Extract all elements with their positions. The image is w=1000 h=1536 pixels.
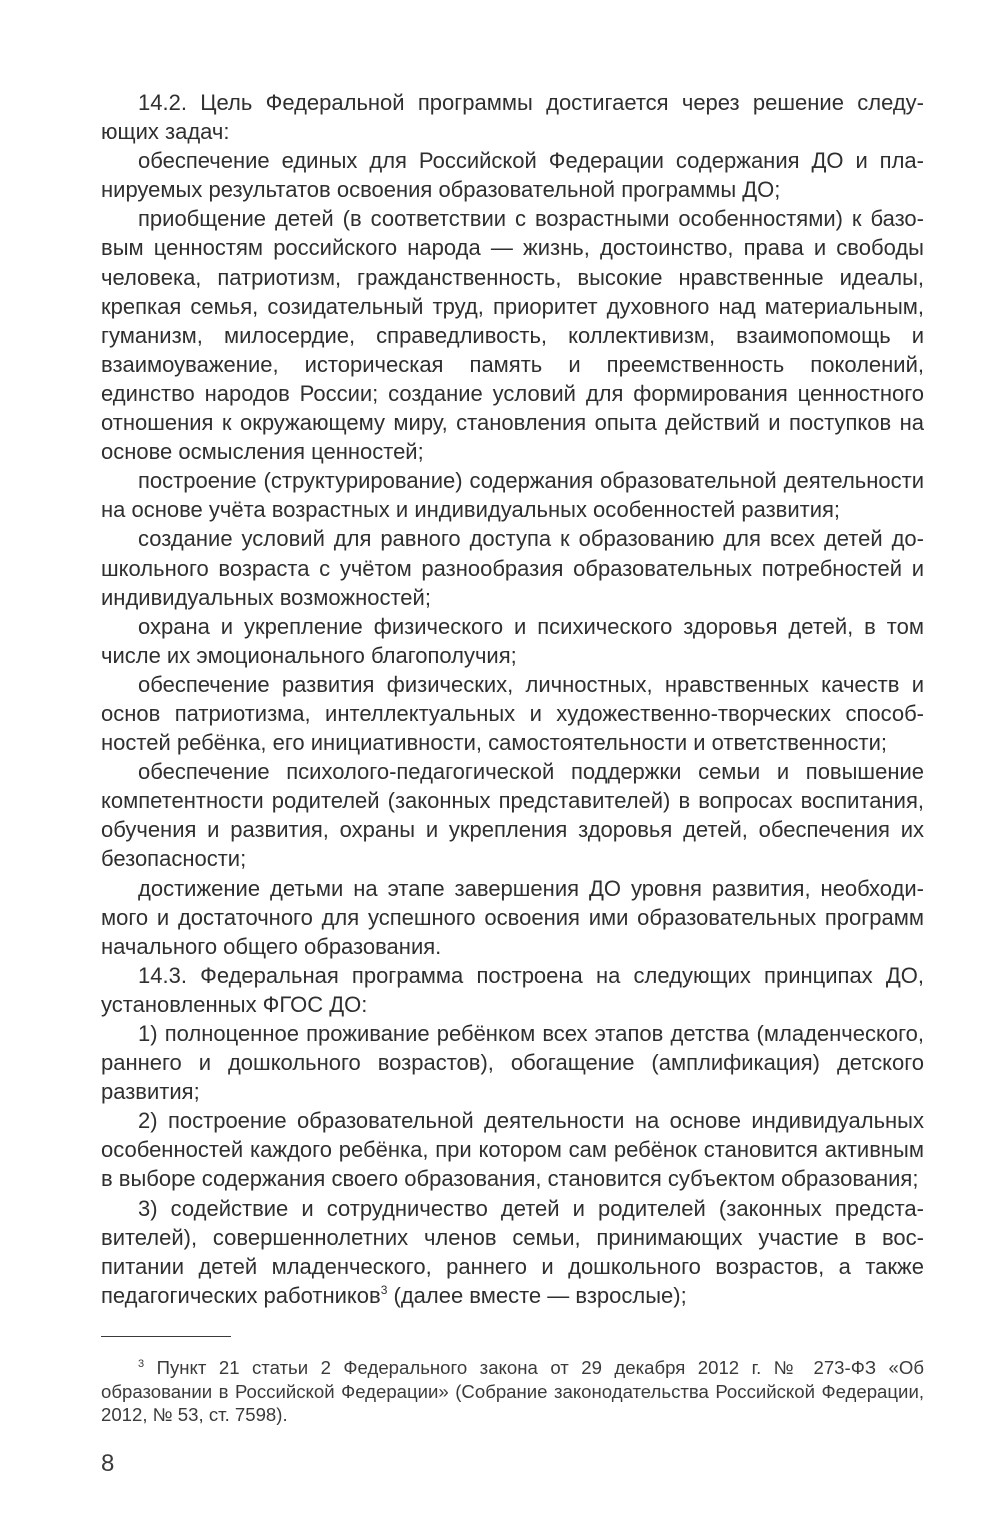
- footnote-reference: 3: [380, 1282, 388, 1297]
- paragraph-14-3: 14.3. Федеральная программа построена на следующих принципах ДО, установленных ФГОС ДО:: [101, 962, 924, 1017]
- page-body: [101, 88, 924, 1310]
- principle-item: 2) построение образовательной деятельности на основе индивидуальных особенностей каждого ребёнка, при котором сам ребёнок становится активным в выборе содержания своего образования, становится субъектом образования;: [101, 1108, 924, 1192]
- task-item: достижение детьми на этапе завершения ДО уровня развития, необходимого и достаточного для успешного освоения ими образовательных программ начального общего образования.: [101, 875, 924, 959]
- task-item: обеспечение психолого-педагогической поддержки семьи и повышение компетентности родителей (законных представителей) в вопросах воспитания, обучения и развития, охраны и укрепления здоровья детей, обеспечения их безопасности;: [101, 759, 924, 872]
- task-item: обеспечение развития физических, личностных, нравственных качеств и основ патриотизма, интеллектуальных и художественно-творческих способностей ребёнка, его инициативности, самостоятельности и ответственности;: [101, 671, 924, 756]
- principle-text-end: (далее вместе — взрослые);: [387, 1282, 687, 1308]
- footnote-text: Пункт 21 статьи 2 Федерального закона от 29 декабря 2012 г. № 273-ФЗ «Об образовании в Российской Федерации» (Собрание законодательства Российской Федерации, 2012, № 53, ст. 7598).: [101, 1357, 924, 1425]
- footnote-marker: 3: [138, 1358, 145, 1370]
- paragraph-14-2: 14.2. Цель Федеральной программы достигается через решение следующих задач:: [101, 90, 924, 145]
- principle-item: [101, 1194, 924, 1310]
- task-item: создание условий для равного доступа к образованию для всех детей дошкольного возраста с учётом разнообразия образовательных потребностей и индивидуальных возможностей;: [101, 526, 924, 610]
- footnote: [101, 1356, 924, 1427]
- principle-item: 1) полноценное проживание ребёнком всех этапов детства (младенческого, раннего и дошкольного возрастов), обогащение (амплификация) детского развития;: [101, 1021, 924, 1105]
- task-item: построение (структурирование) содержания образовательной деятельности на основе учёта возрастных и индивидуальных особенностей развития;: [101, 468, 924, 523]
- footnote-divider: [101, 1336, 231, 1337]
- task-item: охрана и укрепление физического и психического здоровья детей, в том числе их эмоционального благополучия;: [101, 613, 924, 668]
- principle-text: 3) содействие и сотрудничество детей и родителей (законных представителей), совершеннолетних членов семьи, принимающих участие в воспитании детей младенческого, раннего и дошкольного возрастов, а также педагогических работников: [101, 1195, 924, 1308]
- task-item: приобщение детей (в соответствии с возрастными особенностями) к базовым ценностям российского народа — жизнь, достоинство, права и свободы человека, патриотизм, гражданственность, высокие нравственные идеалы, крепкая семья, созидательный труд, приоритет духовного над материальным, гуманизм, милосердие, справедливость, коллективизм, взаимопомощь и взаимоуважение, историческая память и преемственность поколений, единство народов России; создание условий для формирования ценностного отношения к окружающему миру, становления опыта действий и поступков на основе осмысления ценностей;: [101, 206, 924, 465]
- page-number: 8: [101, 1450, 115, 1477]
- task-item: обеспечение единых для Российской Федерации содержания ДО и планируемых результатов освоения образовательной программы ДО;: [101, 148, 924, 203]
